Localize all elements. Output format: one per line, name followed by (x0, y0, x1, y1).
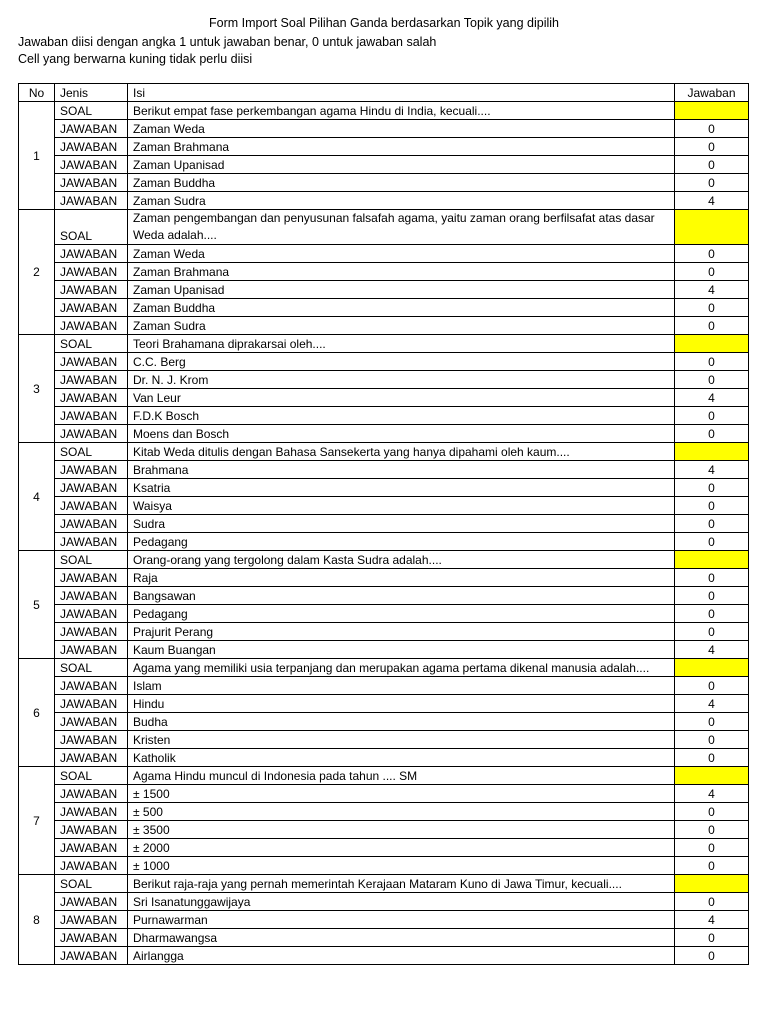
answer-value-cell[interactable]: 0 (675, 929, 749, 947)
jenis-cell[interactable]: JAWABAN (55, 569, 128, 587)
answer-value-cell[interactable]: 4 (675, 641, 749, 659)
jenis-cell[interactable]: JAWABAN (55, 713, 128, 731)
jenis-cell[interactable]: SOAL (55, 659, 128, 677)
jenis-cell[interactable]: JAWABAN (55, 605, 128, 623)
answer-row (19, 317, 749, 335)
option-text-cell[interactable]: Airlangga (128, 947, 675, 965)
question-number: 8 (19, 875, 55, 965)
jenis-cell[interactable]: JAWABAN (55, 461, 128, 479)
jenis-cell[interactable]: JAWABAN (55, 947, 128, 965)
option-text-cell[interactable]: F.D.K Bosch (128, 407, 675, 425)
option-text-cell[interactable]: Dharmawangsa (128, 929, 675, 947)
option-text-cell[interactable]: Zaman Sudra (128, 192, 675, 210)
answer-row (19, 605, 749, 623)
answer-row (19, 713, 749, 731)
option-text-cell[interactable]: ± 2000 (128, 839, 675, 857)
answer-row (19, 857, 749, 875)
answer-value-cell[interactable]: 0 (675, 299, 749, 317)
answer-value-cell[interactable]: 0 (675, 317, 749, 335)
answer-value-cell[interactable]: 0 (675, 803, 749, 821)
col-header-jenis: Jenis (55, 84, 128, 102)
question-text-cell[interactable]: Zaman pengembangan dan penyusunan falsafah agama, yaitu zaman orang berfilsafat atas dasar Weda adalah.... (128, 210, 675, 245)
answer-row (19, 641, 749, 659)
option-text-cell[interactable]: Zaman Brahmana (128, 263, 675, 281)
answer-value-cell[interactable]: 4 (675, 911, 749, 929)
question-text-cell[interactable]: Berikut empat fase perkembangan agama Hindu di India, kecuali.... (128, 102, 675, 120)
question-row (19, 551, 749, 569)
jenis-cell[interactable]: SOAL (55, 210, 128, 245)
question-number: 5 (19, 551, 55, 659)
col-header-jawaban: Jawaban (675, 84, 749, 102)
answer-key-cell-highlighted[interactable] (675, 551, 749, 569)
answer-row (19, 353, 749, 371)
jenis-cell[interactable]: JAWABAN (55, 120, 128, 138)
jenis-cell[interactable]: JAWABAN (55, 911, 128, 929)
table-header-row (19, 84, 749, 102)
answer-row (19, 425, 749, 443)
answer-row (19, 263, 749, 281)
jenis-cell[interactable]: JAWABAN (55, 641, 128, 659)
answer-value-cell[interactable]: 0 (675, 731, 749, 749)
jenis-cell[interactable]: SOAL (55, 335, 128, 353)
answer-row (19, 893, 749, 911)
jenis-cell[interactable]: JAWABAN (55, 695, 128, 713)
answer-row (19, 174, 749, 192)
answer-row (19, 192, 749, 210)
answer-row (19, 785, 749, 803)
option-text-cell[interactable]: Zaman Upanisad (128, 281, 675, 299)
answer-key-cell-highlighted[interactable] (675, 443, 749, 461)
answer-value-cell[interactable]: 0 (675, 533, 749, 551)
answer-value-cell[interactable]: 0 (675, 893, 749, 911)
answer-key-cell-highlighted[interactable] (675, 767, 749, 785)
option-text-cell[interactable]: Van Leur (128, 389, 675, 407)
question-text-cell[interactable]: Kitab Weda ditulis dengan Bahasa Sansekerta yang hanya dipahami oleh kaum.... (128, 443, 675, 461)
answer-row (19, 803, 749, 821)
jenis-cell[interactable]: JAWABAN (55, 156, 128, 174)
answer-key-cell-highlighted[interactable] (675, 210, 749, 245)
question-row (19, 767, 749, 785)
answer-key-cell-highlighted[interactable] (675, 875, 749, 893)
col-header-isi: Isi (128, 84, 675, 102)
answer-value-cell[interactable]: 0 (675, 821, 749, 839)
question-text-cell[interactable]: Teori Brahamana diprakarsai oleh.... (128, 335, 675, 353)
jenis-cell[interactable]: JAWABAN (55, 174, 128, 192)
answer-value-cell[interactable]: 0 (675, 371, 749, 389)
answer-row (19, 749, 749, 767)
answer-value-cell[interactable]: 4 (675, 389, 749, 407)
jenis-cell[interactable]: JAWABAN (55, 138, 128, 156)
form-title: Form Import Soal Pilihan Ganda berdasarkan Topik yang dipilih (209, 16, 559, 30)
jenis-cell[interactable]: JAWABAN (55, 731, 128, 749)
jenis-cell[interactable]: SOAL (55, 875, 128, 893)
option-text-cell[interactable]: Pedagang (128, 605, 675, 623)
question-number: 1 (19, 102, 55, 210)
answer-row (19, 533, 749, 551)
answer-row (19, 677, 749, 695)
jenis-cell[interactable]: SOAL (55, 767, 128, 785)
question-row (19, 335, 749, 353)
option-text-cell[interactable]: ± 1500 (128, 785, 675, 803)
answer-value-cell[interactable]: 0 (675, 515, 749, 533)
option-text-cell[interactable]: Raja (128, 569, 675, 587)
jenis-cell[interactable]: JAWABAN (55, 192, 128, 210)
answer-row (19, 156, 749, 174)
jenis-cell[interactable]: JAWABAN (55, 821, 128, 839)
answer-value-cell[interactable]: 4 (675, 461, 749, 479)
question-row (19, 659, 749, 677)
option-text-cell[interactable]: Zaman Buddha (128, 299, 675, 317)
answer-row (19, 281, 749, 299)
answer-value-cell[interactable]: 0 (675, 857, 749, 875)
option-text-cell[interactable]: ± 3500 (128, 821, 675, 839)
question-number: 3 (19, 335, 55, 443)
answer-value-cell[interactable]: 4 (675, 281, 749, 299)
jenis-cell[interactable]: JAWABAN (55, 857, 128, 875)
answer-value-cell[interactable]: 0 (675, 569, 749, 587)
question-text-cell[interactable]: Orang-orang yang tergolong dalam Kasta Sudra adalah.... (128, 551, 675, 569)
jenis-cell[interactable]: JAWABAN (55, 425, 128, 443)
jenis-cell[interactable]: JAWABAN (55, 317, 128, 335)
option-text-cell[interactable]: Katholik (128, 749, 675, 767)
answer-row (19, 569, 749, 587)
option-text-cell[interactable]: ± 1000 (128, 857, 675, 875)
answer-value-cell[interactable]: 0 (675, 263, 749, 281)
answer-row (19, 929, 749, 947)
option-text-cell[interactable]: Dr. N. J. Krom (128, 371, 675, 389)
option-text-cell[interactable]: Ksatria (128, 479, 675, 497)
answer-key-cell-highlighted[interactable] (675, 102, 749, 120)
answer-value-cell[interactable]: 0 (675, 425, 749, 443)
answer-value-cell[interactable]: 0 (675, 245, 749, 263)
answer-key-cell-highlighted[interactable] (675, 659, 749, 677)
question-row (19, 102, 749, 120)
jenis-cell[interactable]: JAWABAN (55, 389, 128, 407)
option-text-cell[interactable]: Purnawarman (128, 911, 675, 929)
answer-row (19, 695, 749, 713)
jenis-cell[interactable]: JAWABAN (55, 893, 128, 911)
question-text-cell[interactable]: Agama yang memiliki usia terpanjang dan merupakan agama pertama dikenal manusia adalah.... (128, 659, 675, 677)
option-text-cell[interactable]: Budha (128, 713, 675, 731)
answer-value-cell[interactable]: 0 (675, 749, 749, 767)
table-body (19, 102, 749, 965)
answer-row (19, 821, 749, 839)
answer-value-cell[interactable]: 0 (675, 156, 749, 174)
jenis-cell[interactable]: JAWABAN (55, 299, 128, 317)
option-text-cell[interactable]: Brahmana (128, 461, 675, 479)
answer-row (19, 623, 749, 641)
answer-value-cell[interactable]: 4 (675, 695, 749, 713)
jenis-cell[interactable]: JAWABAN (55, 803, 128, 821)
answer-value-cell[interactable]: 0 (675, 839, 749, 857)
jenis-cell[interactable]: JAWABAN (55, 497, 128, 515)
jenis-cell[interactable]: JAWABAN (55, 245, 128, 263)
answer-value-cell[interactable]: 0 (675, 605, 749, 623)
question-table (18, 83, 749, 965)
answer-value-cell[interactable]: 0 (675, 587, 749, 605)
jenis-cell[interactable]: JAWABAN (55, 263, 128, 281)
question-row (19, 210, 749, 245)
jenis-cell[interactable]: JAWABAN (55, 515, 128, 533)
jenis-cell[interactable]: JAWABAN (55, 371, 128, 389)
jenis-cell[interactable]: JAWABAN (55, 623, 128, 641)
answer-value-cell[interactable]: 0 (675, 947, 749, 965)
answer-row (19, 911, 749, 929)
question-row (19, 875, 749, 893)
jenis-cell[interactable]: JAWABAN (55, 407, 128, 425)
answer-key-cell-highlighted[interactable] (675, 335, 749, 353)
answer-row (19, 407, 749, 425)
answer-value-cell[interactable]: 0 (675, 677, 749, 695)
question-row (19, 443, 749, 461)
jenis-cell[interactable]: JAWABAN (55, 749, 128, 767)
answer-value-cell[interactable]: 4 (675, 785, 749, 803)
jenis-cell[interactable]: JAWABAN (55, 479, 128, 497)
answer-value-cell[interactable]: 0 (675, 138, 749, 156)
answer-row (19, 138, 749, 156)
answer-row (19, 947, 749, 965)
option-text-cell[interactable]: Kristen (128, 731, 675, 749)
answer-row (19, 587, 749, 605)
answer-row (19, 120, 749, 138)
option-text-cell[interactable]: Zaman Sudra (128, 317, 675, 335)
col-header-no: No (19, 84, 55, 102)
answer-value-cell[interactable]: 0 (675, 407, 749, 425)
option-text-cell[interactable]: C.C. Berg (128, 353, 675, 371)
answer-value-cell[interactable]: 0 (675, 120, 749, 138)
jenis-cell[interactable]: SOAL (55, 443, 128, 461)
option-text-cell[interactable]: Zaman Weda (128, 120, 675, 138)
answer-row (19, 245, 749, 263)
answer-row (19, 515, 749, 533)
question-number: 7 (19, 767, 55, 875)
answer-row (19, 731, 749, 749)
option-text-cell[interactable]: Sudra (128, 515, 675, 533)
answer-row (19, 299, 749, 317)
answer-row (19, 839, 749, 857)
question-number: 4 (19, 443, 55, 551)
option-text-cell[interactable]: Waisya (128, 497, 675, 515)
question-number: 6 (19, 659, 55, 767)
option-text-cell[interactable]: Zaman Brahmana (128, 138, 675, 156)
option-text-cell[interactable]: Bangsawan (128, 587, 675, 605)
jenis-cell[interactable]: JAWABAN (55, 929, 128, 947)
answer-value-cell[interactable]: 0 (675, 479, 749, 497)
answer-row (19, 389, 749, 407)
option-text-cell[interactable]: Kaum Buangan (128, 641, 675, 659)
option-text-cell[interactable]: Moens dan Bosch (128, 425, 675, 443)
answer-value-cell[interactable]: 0 (675, 497, 749, 515)
answer-value-cell[interactable]: 0 (675, 713, 749, 731)
jenis-cell[interactable]: SOAL (55, 551, 128, 569)
jenis-cell[interactable]: SOAL (55, 102, 128, 120)
answer-row (19, 479, 749, 497)
answer-row (19, 371, 749, 389)
question-number: 2 (19, 210, 55, 335)
answer-value-cell[interactable]: 4 (675, 192, 749, 210)
question-text-cell[interactable]: Agama Hindu muncul di Indonesia pada tahun .... SM (128, 767, 675, 785)
option-text-cell[interactable]: Islam (128, 677, 675, 695)
jenis-cell[interactable]: JAWABAN (55, 353, 128, 371)
question-text-cell[interactable]: Berikut raja-raja yang pernah memerintah Kerajaan Mataram Kuno di Jawa Timur, kecuali.... (128, 875, 675, 893)
option-text-cell[interactable]: ± 500 (128, 803, 675, 821)
jenis-cell[interactable]: JAWABAN (55, 785, 128, 803)
option-text-cell[interactable]: Hindu (128, 695, 675, 713)
answer-value-cell[interactable]: 0 (675, 174, 749, 192)
jenis-cell[interactable]: JAWABAN (55, 533, 128, 551)
jenis-cell[interactable]: JAWABAN (55, 839, 128, 857)
jenis-cell[interactable]: JAWABAN (55, 677, 128, 695)
answer-value-cell[interactable]: 0 (675, 623, 749, 641)
answer-row (19, 497, 749, 515)
option-text-cell[interactable]: Zaman Upanisad (128, 156, 675, 174)
jenis-cell[interactable]: JAWABAN (55, 587, 128, 605)
option-text-cell[interactable]: Sri Isanatunggawijaya (128, 893, 675, 911)
option-text-cell[interactable]: Zaman Buddha (128, 174, 675, 192)
instruction-line-1: Jawaban diisi dengan angka 1 untuk jawaban benar, 0 untuk jawaban salah (18, 35, 437, 49)
option-text-cell[interactable]: Zaman Weda (128, 245, 675, 263)
jenis-cell[interactable]: JAWABAN (55, 281, 128, 299)
option-text-cell[interactable]: Prajurit Perang (128, 623, 675, 641)
answer-row (19, 461, 749, 479)
instruction-line-2: Cell yang berwarna kuning tidak perlu diisi (18, 52, 253, 66)
option-text-cell[interactable]: Pedagang (128, 533, 675, 551)
answer-value-cell[interactable]: 0 (675, 353, 749, 371)
